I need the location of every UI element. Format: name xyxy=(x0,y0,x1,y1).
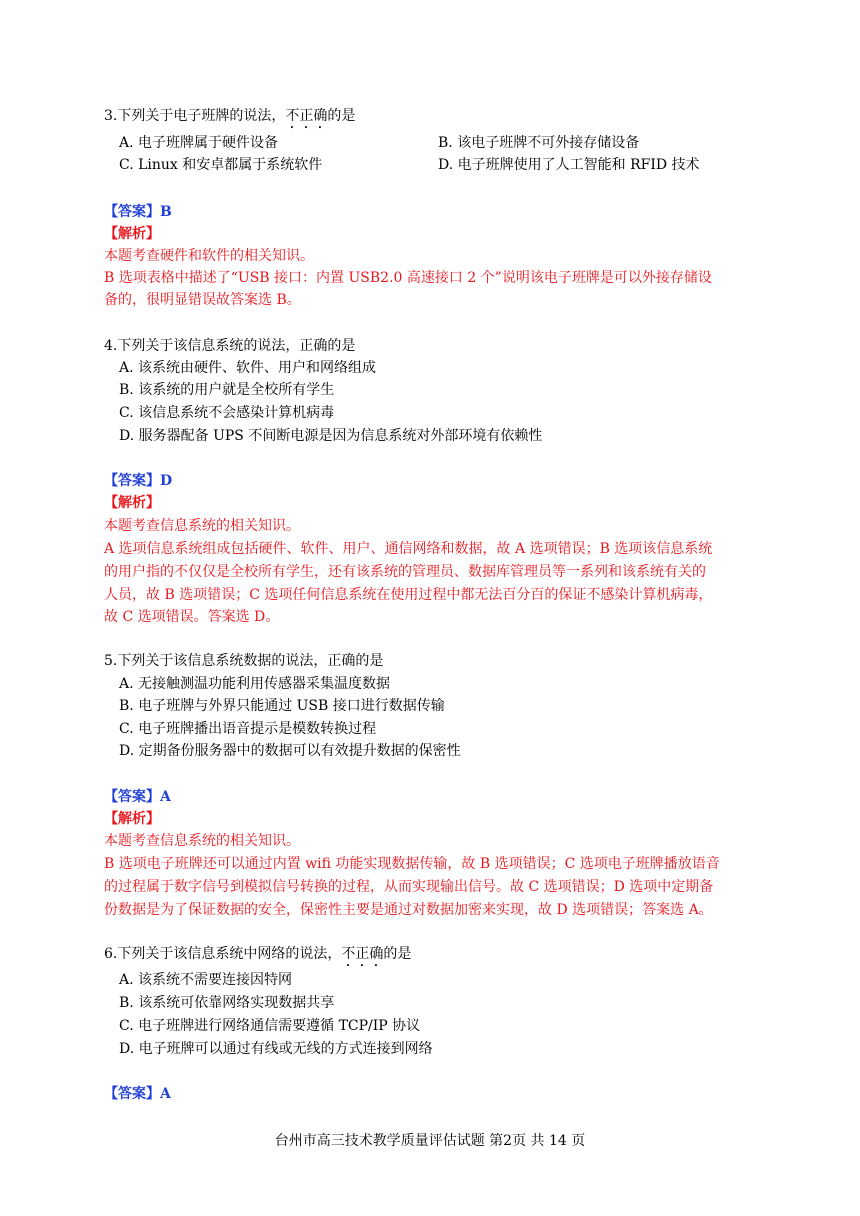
q4-analysis-line: 人员，故 B 选项错误；C 选项任何信息系统在使用过程中都无法百分百的保证不感染计算机病毒， xyxy=(104,587,713,603)
q3-answer xyxy=(104,202,172,222)
q6-option-d: D. 电子班牌可以通过有线或无线的方式连接到网络 xyxy=(119,1041,433,1057)
q3-analysis-line: 备的，很明显错误故答案选 B。 xyxy=(104,292,301,308)
question-4-stem: 4.下列关于该信息系统的说法，正确的是 xyxy=(104,338,356,354)
q6-option-b: B. 该系统可依靠网络实现数据共享 xyxy=(119,995,335,1011)
q4-analysis-line: 故 C 选项错误。答案选 D。 xyxy=(104,609,280,625)
q4-answer xyxy=(104,471,172,491)
q5-option-d: D. 定期备份服务器中的数据可以有效提升数据的保密性 xyxy=(119,743,461,759)
q6-option-a: A. 该系统不需要连接因特网 xyxy=(119,972,293,988)
answer-label: 【答案】 xyxy=(104,204,160,220)
stem-text: 6.下列关于该信息系统中网络的说法， xyxy=(104,946,342,962)
q5-analysis-label: 【解析】 xyxy=(104,811,160,827)
q3-analysis-label: 【解析】 xyxy=(104,226,160,242)
answer-value: D xyxy=(160,473,173,489)
q5-answer xyxy=(104,787,171,807)
answer-label: 【答案】 xyxy=(104,473,160,489)
q5-option-c: C. 电子班牌播出语音提示是模数转换过程 xyxy=(119,721,377,737)
answer-label: 【答案】 xyxy=(104,789,160,805)
q4-analysis-line: 的用户指的不仅仅是全校所有学生，还有该系统的管理员、数据库管理员等一系列和该系统有关的 xyxy=(104,564,706,580)
q3-analysis-line: 本题考查硬件和软件的相关知识。 xyxy=(104,248,314,264)
stem-text: 的是 xyxy=(327,108,356,124)
q4-option-b: B. 该系统的用户就是全校所有学生 xyxy=(119,382,335,398)
q6-answer xyxy=(104,1084,171,1104)
q5-option-a: A. 无接触测温功能利用传感器采集温度数据 xyxy=(119,676,391,692)
q4-analysis-line: 本题考查信息系统的相关知识。 xyxy=(104,518,300,534)
q4-option-c: C. 该信息系统不会感染计算机病毒 xyxy=(119,405,335,421)
question-5-stem: 5.下列关于该信息系统数据的说法，正确的是 xyxy=(104,653,384,669)
q3-option-c: C. Linux 和安卓都属于系统软件 xyxy=(119,157,323,173)
page-footer: 台州市高三技术教学质量评估试题 第2页 共 14 页 xyxy=(274,1133,586,1149)
q4-option-d: D. 服务器配备 UPS 不间断电源是因为信息系统对外部环境有依赖性 xyxy=(119,428,543,444)
q4-option-a: A. 该系统由硬件、软件、用户和网络组成 xyxy=(119,360,377,376)
question-3-stem xyxy=(104,106,355,132)
q4-analysis-line: A 选项信息系统组成包括硬件、软件、用户、通信网络和数据，故 A 选项错误；B 选项该信息系统 xyxy=(104,541,713,557)
answer-label: 【答案】 xyxy=(104,1086,160,1102)
emphasized-text: 不正确 xyxy=(341,946,384,962)
q3-option-d: D. 电子班牌使用了人工智能和 RFID 技术 xyxy=(438,157,700,173)
q6-option-c: C. 电子班牌进行网络通信需要遵循 TCP/IP 协议 xyxy=(119,1018,421,1034)
stem-text: 的是 xyxy=(383,946,412,962)
q3-option-a: A. 电子班牌属于硬件设备 xyxy=(119,135,279,151)
emphasized-text: 不正确 xyxy=(285,108,328,124)
question-6-stem xyxy=(104,944,411,970)
answer-value: A xyxy=(160,1086,171,1102)
answer-value: B xyxy=(160,204,172,220)
q3-option-b: B. 该电子班牌不可外接存储设备 xyxy=(438,135,640,151)
q4-analysis-label: 【解析】 xyxy=(104,495,160,511)
q5-analysis-line: 本题考查信息系统的相关知识。 xyxy=(104,833,300,849)
q5-analysis-line: 份数据是为了保证数据的安全，保密性主要是通过对数据加密来实现，故 D 选项错误；答案选 A。 xyxy=(104,902,713,918)
q5-analysis-line: 的过程属于数字信号到模拟信号转换的过程，从而实现输出信号。故 C 选项错误；D 选项中定期备 xyxy=(104,879,714,895)
q5-option-b: B. 电子班牌与外界只能通过 USB 接口进行数据传输 xyxy=(119,698,445,714)
stem-text: 3.下列关于电子班牌的说法， xyxy=(104,108,286,124)
q5-analysis-line: B 选项电子班牌还可以通过内置 wifi 功能实现数据传输，故 B 选项错误；C 选项电子班牌播放语音 xyxy=(104,856,720,872)
q3-analysis-line: B 选项表格中描述了“USB 接口：内置 USB2.0 高速接口 2 个”说明该电子班牌是可以外接存储设 xyxy=(104,270,712,286)
answer-value: A xyxy=(160,789,171,805)
